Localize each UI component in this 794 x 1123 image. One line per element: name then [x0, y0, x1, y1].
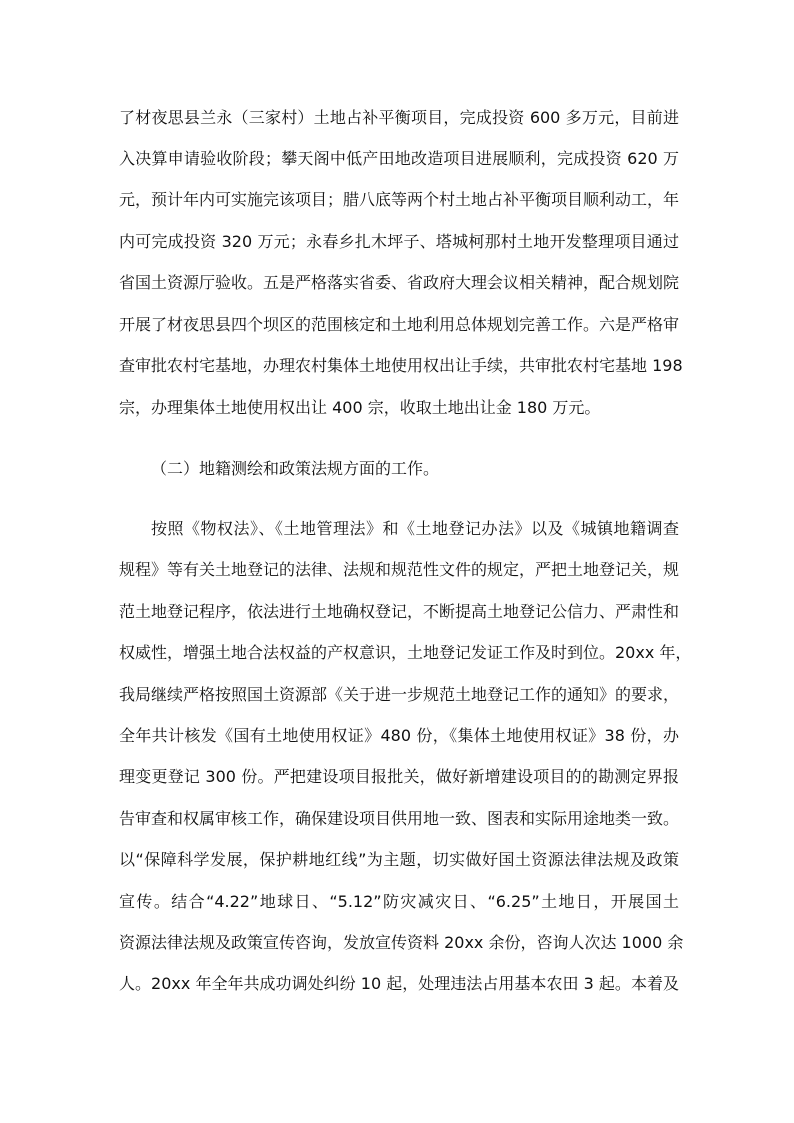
- body-text-line: 入决算申请验收阶段；攀天阁中低产田地改造项目进展顺利，完成投资 620 万: [119, 149, 679, 168]
- body-text-line: 人。20xx 年全年共成功调处纠纷 10 起，处理违法占用基本农田 3 起。本着及: [119, 974, 679, 993]
- body-text-line: 查审批农村宅基地，办理农村集体土地使用权出让手续，共审批农村宅基地 198: [119, 356, 683, 375]
- body-text-line: 全年共计核发《国有土地使用权证》480 份，《集体土地使用权证》38 份，办: [119, 726, 679, 745]
- body-text-line: 范土地登记程序，依法进行土地确权登记，不断提高土地登记公信力、严肃性和: [119, 602, 680, 621]
- body-text-line: 宗，办理集体土地使用权出让 400 宗，收取土地出让金 180 万元。: [119, 398, 601, 417]
- section-heading: （二）地籍测绘和政策法规方面的工作。: [151, 459, 440, 478]
- body-text-line: 以“保障科学发展，保护耕地红线”为主题，切实做好国土资源法律法规及政策: [119, 850, 679, 869]
- body-text-line: 开展了材夜思县四个坝区的范围核定和土地利用总体规划完善工作。六是严格审: [119, 315, 680, 334]
- body-text-line: 资源法律法规及政策宣传咨询，发放宣传资料 20xx 余份，咨询人次达 1000 余: [119, 933, 684, 952]
- body-text-line: 宣传。结合“4.22”地球日、“5.12”防灾减灾日、“6.25”土地日，开展国土: [119, 892, 679, 911]
- body-text-line: 内可完成投资 320 万元；永春乡扎木坪子、塔城柯那村土地开发整理项目通过: [119, 232, 679, 251]
- body-text-line: 了材夜思县兰永（三家村）土地占补平衡项目，完成投资 600 多万元，目前进: [119, 108, 679, 127]
- body-text-line: 告审查和权属审核工作，确保建设项目供用地一致、图表和实际用途地类一致。: [119, 809, 680, 828]
- body-text-line: 元，预计年内可实施完该项目；腊八底等两个村土地占补平衡项目顺利动工，年: [119, 190, 680, 209]
- body-text-line: 权威性，增强土地合法权益的产权意识，土地登记发证工作及时到位。20xx 年，: [119, 643, 692, 662]
- body-text-line: 理变更登记 300 份。严把建设项目报批关，做好新增建设项目的的勘测定界报: [119, 767, 679, 786]
- body-text-line: 我局继续严格按照国土资源部《关于进一步规范土地登记工作的通知》的要求，: [119, 685, 680, 704]
- body-text-line: 省国土资源厅验收。五是严格落实省委、省政府大理会议相关精神，配合规划院: [119, 273, 680, 292]
- body-text-line: 按照《物权法》、《土地管理法》和《土地登记办法》以及《城镇地籍调查: [151, 519, 679, 538]
- body-text-line: 规程》等有关土地登记的法律、法规和规范性文件的规定，严把土地登记关，规: [119, 560, 680, 579]
